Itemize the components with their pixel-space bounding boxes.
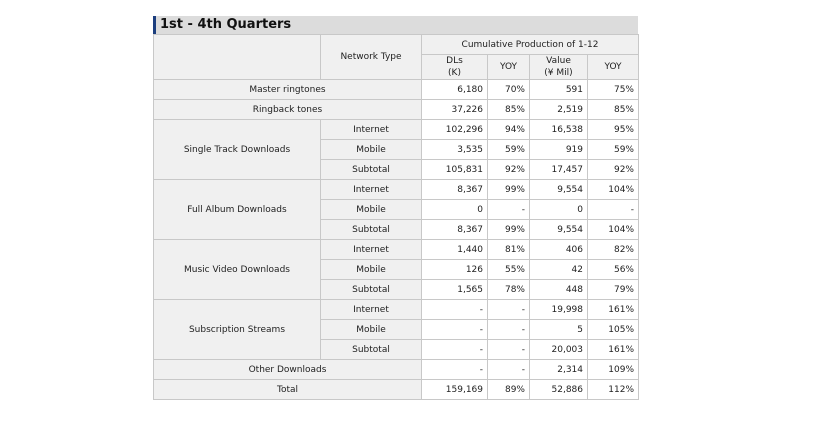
value-cell: 42 (530, 260, 588, 280)
value-cell: 20,003 (530, 340, 588, 360)
network-label: Mobile (321, 140, 422, 160)
yoy-value-cell: 161% (588, 300, 639, 320)
dls-cell: - (422, 340, 488, 360)
yoy-value-cell: 92% (588, 160, 639, 180)
dls-cell: - (422, 360, 488, 380)
dls-cell: - (422, 300, 488, 320)
yoy-dls-cell: 55% (488, 260, 530, 280)
group-label: Full Album Downloads (154, 180, 321, 240)
yoy-value-cell: 85% (588, 100, 639, 120)
yoy-value-cell: 56% (588, 260, 639, 280)
row-label: Total (154, 380, 422, 400)
value-cell: 9,554 (530, 220, 588, 240)
yoy-dls-cell: 99% (488, 220, 530, 240)
yoy-dls-cell: - (488, 360, 530, 380)
value-cell: 17,457 (530, 160, 588, 180)
dls-cell: 102,296 (422, 120, 488, 140)
network-label: Internet (321, 240, 422, 260)
total-row (154, 380, 639, 400)
table-row (154, 180, 639, 200)
header-value (530, 55, 588, 80)
value-cell: 19,998 (530, 300, 588, 320)
yoy-value-cell: 112% (588, 380, 639, 400)
yoy-dls-cell: 81% (488, 240, 530, 260)
network-label: Mobile (321, 260, 422, 280)
value-cell: 16,538 (530, 120, 588, 140)
yoy-dls-cell: 70% (488, 80, 530, 100)
yoy-dls-cell: 89% (488, 380, 530, 400)
group-label: Subscription Streams (154, 300, 321, 360)
network-label: Subtotal (321, 340, 422, 360)
table-row (154, 120, 639, 140)
dls-cell: 37,226 (422, 100, 488, 120)
yoy-value-cell: 105% (588, 320, 639, 340)
header-blank-cell (154, 35, 321, 80)
header-cumulative: Cumulative Production of 1-12 (422, 35, 639, 55)
table-row (154, 360, 639, 380)
section-title: 1st - 4th Quarters (153, 16, 638, 34)
value-cell: 2,519 (530, 100, 588, 120)
yoy-dls-cell: 78% (488, 280, 530, 300)
yoy-dls-cell: 85% (488, 100, 530, 120)
header-network-type: Network Type (321, 35, 422, 80)
yoy-dls-cell: 92% (488, 160, 530, 180)
yoy-value-cell: 82% (588, 240, 639, 260)
table-row (154, 100, 639, 120)
row-label: Other Downloads (154, 360, 422, 380)
dls-cell: 6,180 (422, 80, 488, 100)
header-yoy-value: YOY (588, 55, 639, 80)
value-cell: 591 (530, 80, 588, 100)
network-label: Subtotal (321, 160, 422, 180)
value-cell: 9,554 (530, 180, 588, 200)
dls-cell: 1,440 (422, 240, 488, 260)
value-cell: 919 (530, 140, 588, 160)
quarters-panel (153, 16, 638, 400)
network-label: Mobile (321, 200, 422, 220)
network-label: Mobile (321, 320, 422, 340)
header-dls (422, 55, 488, 80)
value-cell: 52,886 (530, 380, 588, 400)
yoy-dls-cell: - (488, 300, 530, 320)
header-row-1 (154, 35, 639, 55)
yoy-dls-cell: - (488, 340, 530, 360)
yoy-value-cell: 161% (588, 340, 639, 360)
dls-cell: 105,831 (422, 160, 488, 180)
header-yoy-dls: YOY (488, 55, 530, 80)
yoy-value-cell: 109% (588, 360, 639, 380)
yoy-value-cell: 79% (588, 280, 639, 300)
group-label: Single Track Downloads (154, 120, 321, 180)
dls-cell: 0 (422, 200, 488, 220)
value-cell: 406 (530, 240, 588, 260)
yoy-value-cell: 104% (588, 220, 639, 240)
row-label: Ringback tones (154, 100, 422, 120)
network-label: Subtotal (321, 220, 422, 240)
network-label: Subtotal (321, 280, 422, 300)
yoy-value-cell: 104% (588, 180, 639, 200)
group-label: Music Video Downloads (154, 240, 321, 300)
yoy-dls-cell: 99% (488, 180, 530, 200)
header-dls-line2: (K) (448, 68, 461, 78)
dls-cell: 8,367 (422, 220, 488, 240)
dls-cell: 1,565 (422, 280, 488, 300)
header-dls-line1: DLs (446, 56, 463, 66)
dls-cell: 8,367 (422, 180, 488, 200)
dls-cell: 126 (422, 260, 488, 280)
network-label: Internet (321, 180, 422, 200)
dls-cell: - (422, 320, 488, 340)
yoy-value-cell: 95% (588, 120, 639, 140)
table-row (154, 80, 639, 100)
value-cell: 2,314 (530, 360, 588, 380)
value-cell: 5 (530, 320, 588, 340)
value-cell: 0 (530, 200, 588, 220)
value-cell: 448 (530, 280, 588, 300)
yoy-value-cell: 75% (588, 80, 639, 100)
table-row (154, 300, 639, 320)
yoy-dls-cell: - (488, 320, 530, 340)
row-label: Master ringtones (154, 80, 422, 100)
yoy-dls-cell: 94% (488, 120, 530, 140)
yoy-dls-cell: 59% (488, 140, 530, 160)
dls-cell: 3,535 (422, 140, 488, 160)
yoy-value-cell: 59% (588, 140, 639, 160)
yoy-value-cell: - (588, 200, 639, 220)
network-label: Internet (321, 300, 422, 320)
yoy-dls-cell: - (488, 200, 530, 220)
header-value-line2: (¥ Mil) (544, 68, 573, 78)
production-table (153, 34, 639, 400)
dls-cell: 159,169 (422, 380, 488, 400)
network-label: Internet (321, 120, 422, 140)
header-value-line1: Value (546, 56, 571, 66)
table-row (154, 240, 639, 260)
